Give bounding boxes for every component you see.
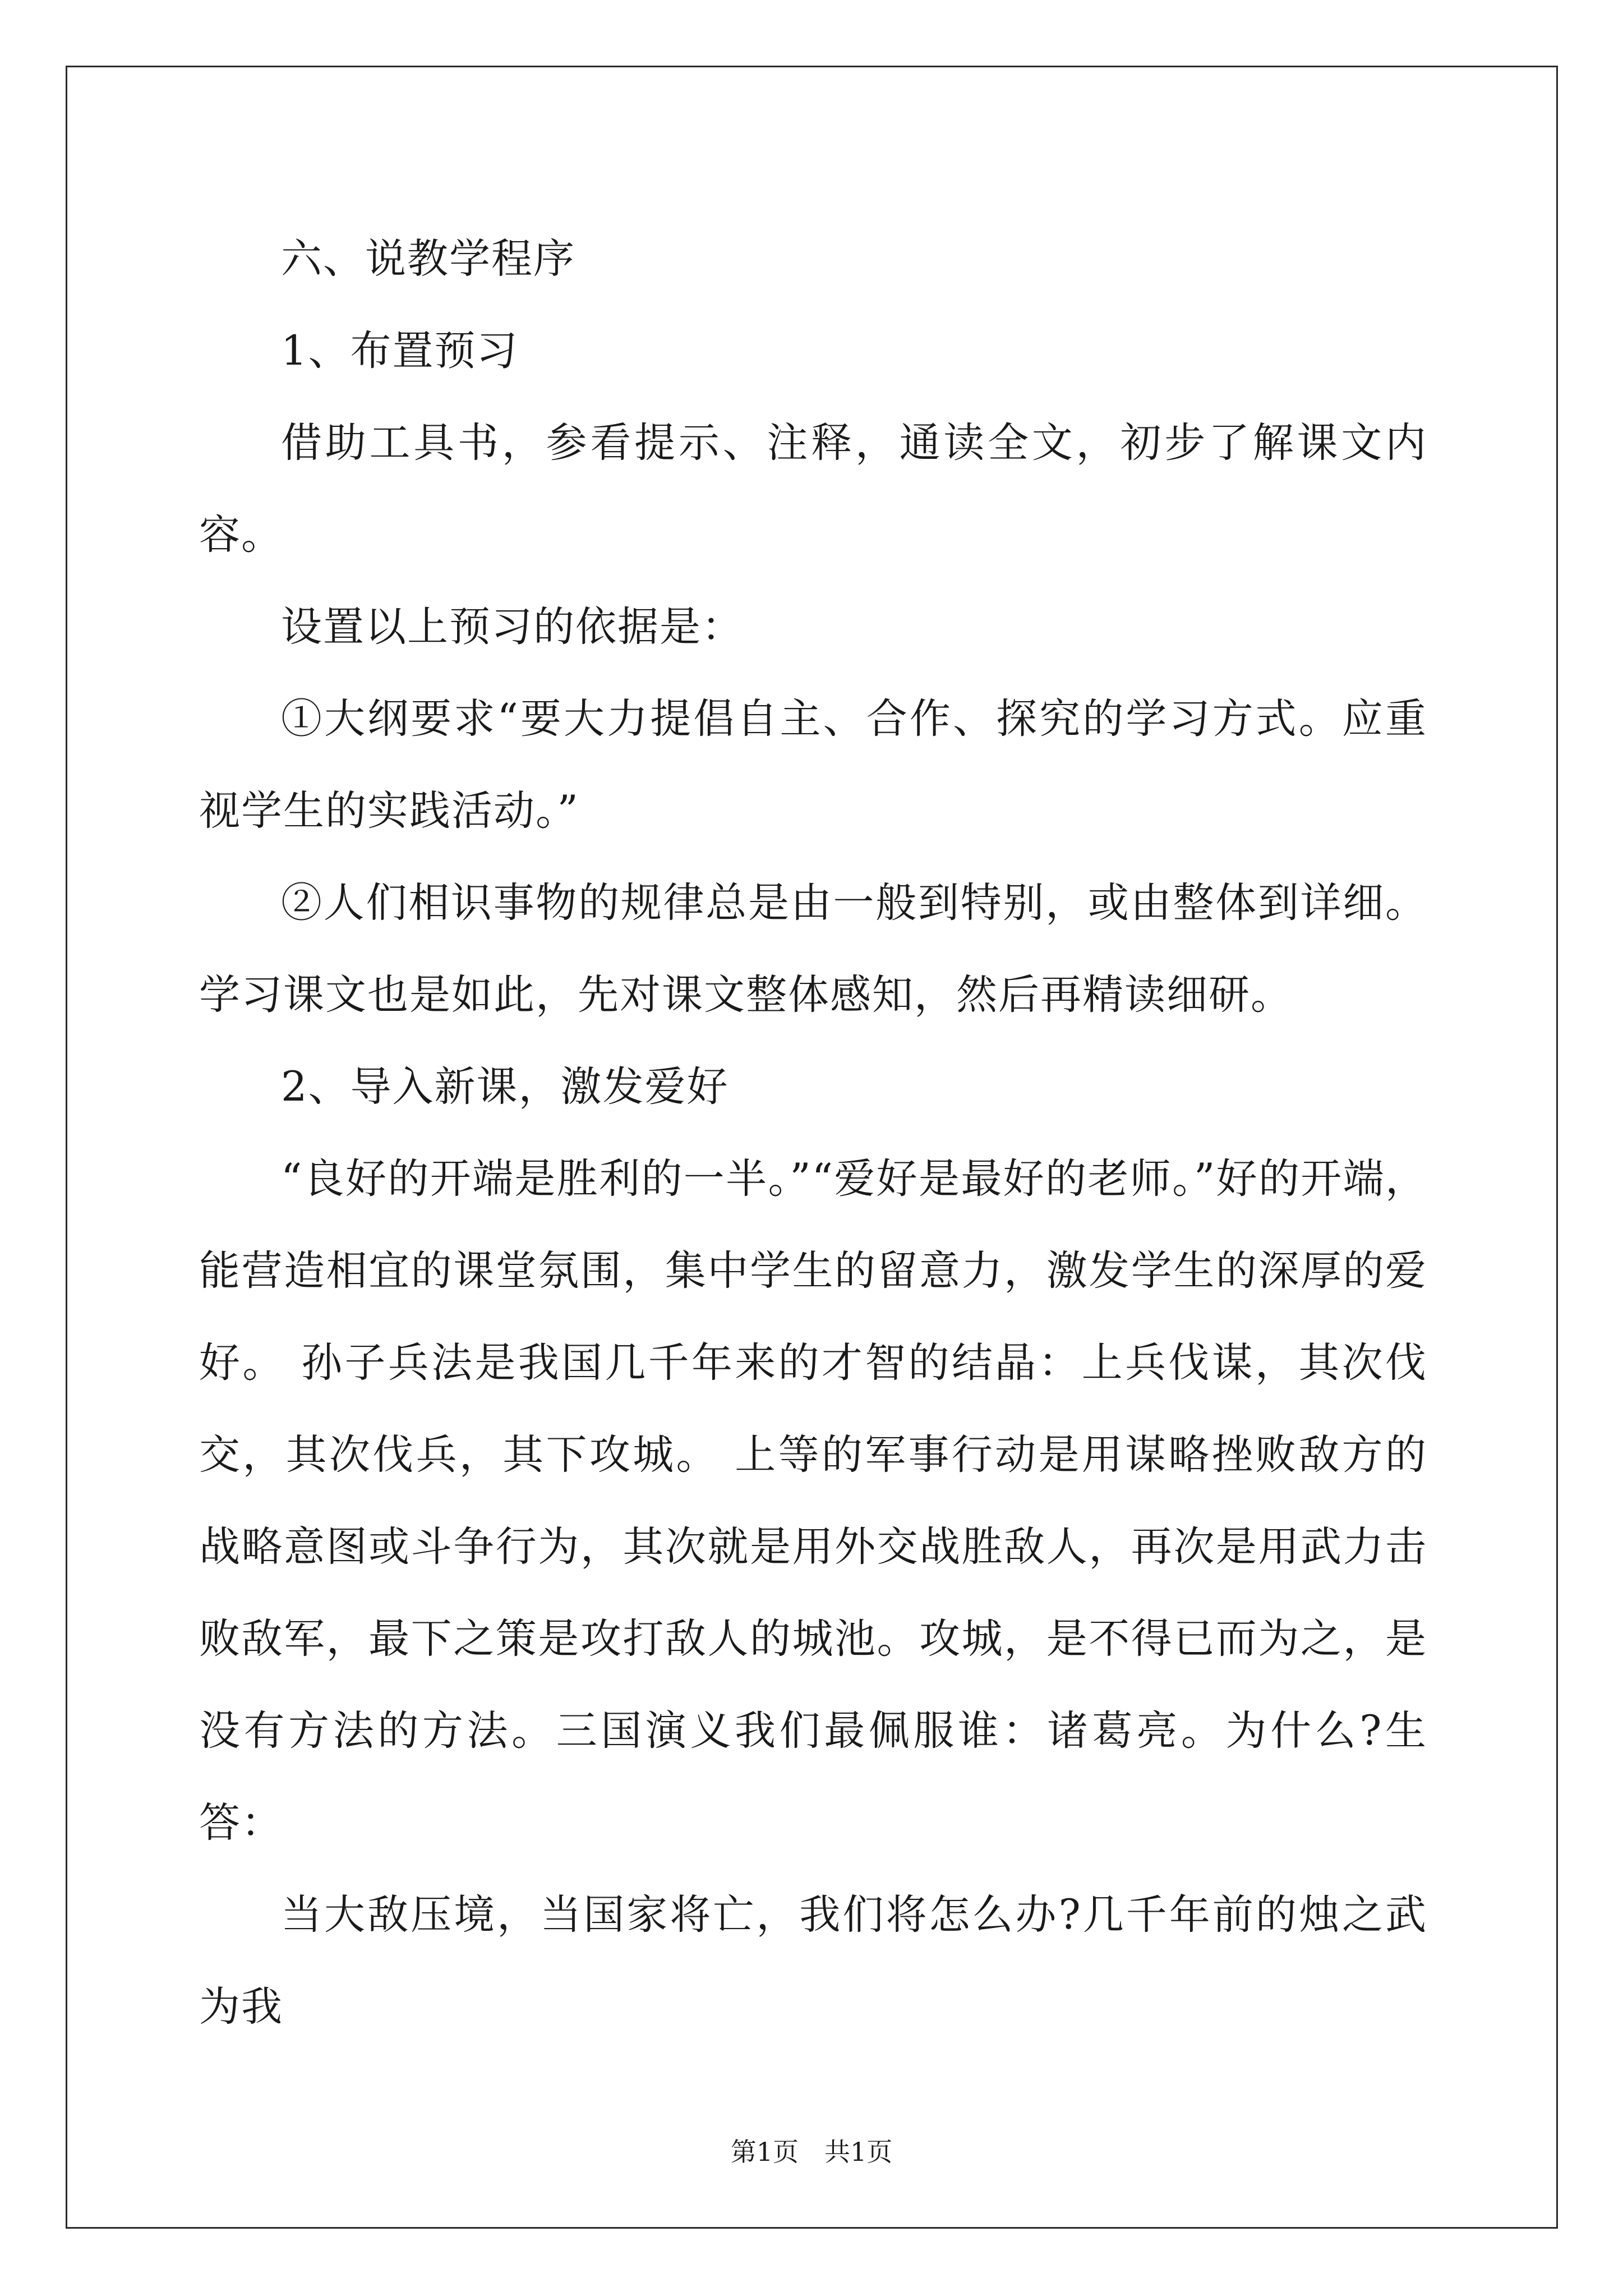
- paragraph: 当大敌压境，当国家将亡，我们将怎么办?几千年前的烛之武为我: [199, 1891, 1427, 2031]
- heading-preview: 1、布置预习: [281, 327, 519, 375]
- heading-teaching-procedure: 六、说教学程序: [281, 235, 575, 283]
- heading-new-lesson: 2、导入新课，激发爱好: [281, 1063, 729, 1111]
- paragraph: 设置以上预习的依据是：: [281, 603, 744, 651]
- paragraph: ①大纲要求“要大力提倡自主、合作、探究的学习方式。应重视学生的实践活动。”: [199, 695, 1427, 835]
- page-number: 第1页 共1页: [730, 2137, 893, 2167]
- paragraph: ②人们相识事物的规律总是由一般到特别，或由整体到详细。学习课文也是如此，先对课文整体感知，然后再精读细研。: [199, 879, 1427, 1019]
- document-body: [199, 213, 1427, 2053]
- paragraph: “良好的开端是胜利的一半。”“爱好是最好的老师。”好的开端，能营造相宜的课堂氛围，集中学生的留意力，激发学生的深厚的爱好。 孙子兵法是我国几千年来的才智的结晶：上兵伐谋，其次伐交，其次伐兵，其下攻城。 上等的军事行动是用谋略挫败敌方的战略意图或斗争行为，其次就是用外交战胜敌人，再次是用武力击败敌军，最下之策是攻打敌人的城池。攻城，是不得已而为之，是没有方法的方法。三国演义我们最佩服谁：诸葛亮。为什么?生答：: [199, 1155, 1427, 1847]
- paragraph: 借助工具书，参看提示、注释，通读全文，初步了解课文内容。: [199, 419, 1427, 559]
